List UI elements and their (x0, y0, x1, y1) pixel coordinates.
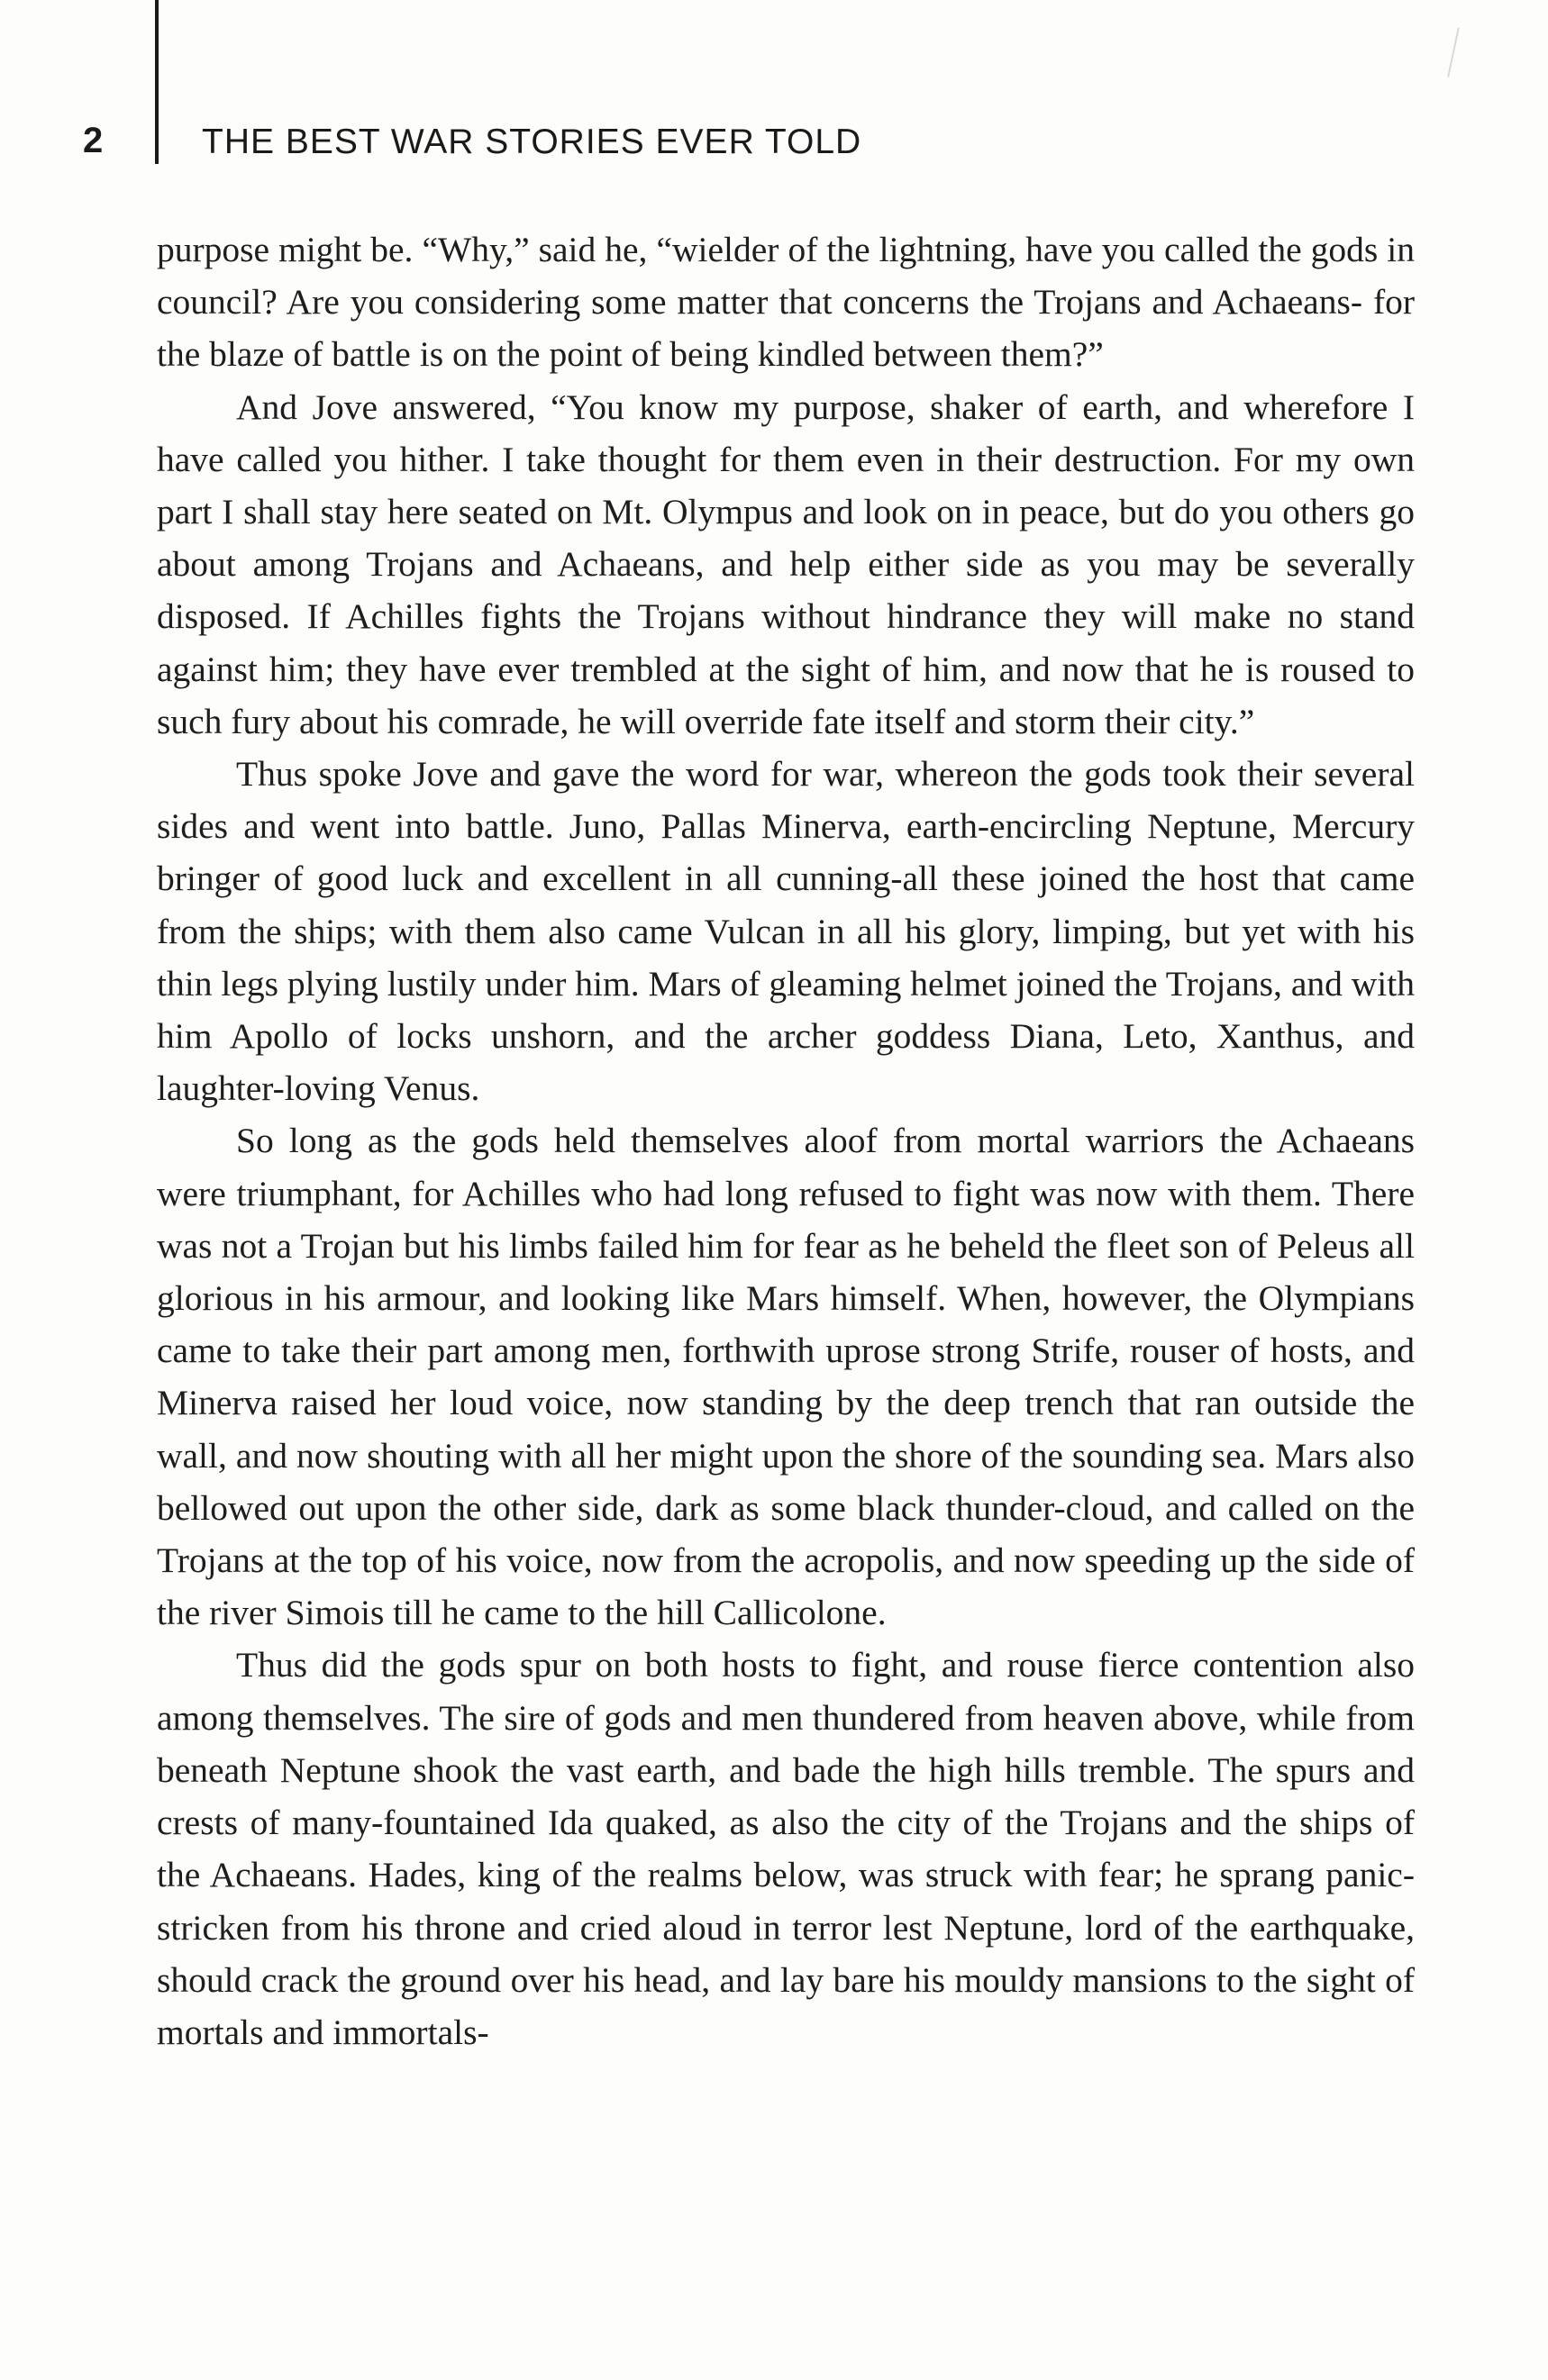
paragraph-2: And Jove answered, “You know my purpose, shaker of earth, and wherefore I have called you hither. I take thought for them even in their destruction. For my own part I shall stay here seated on Mt. Olympus and look on in peace, but do you others go about among Trojans and Achaeans, and help either side as you may be severally disposed. If Achilles fights the Trojans without hindrance they will make no stand against him; they have ever trembled at the sight of him, and now that he is roused to such fury about his comrade, he will override fate itself and storm their city.” (157, 386, 1415, 741)
paragraph-1: purpose might be. “Why,” said he, “wielder of the lightning, have you called the gods in council? Are you considering some matter that concerns the Trojans and Achaeans- for the blaze of battle is on the point of being kindled between them?” (157, 230, 1415, 375)
paragraph-4: So long as the gods held themselves aloof from mortal warriors the Achaeans were triumphant, for Achilles who had long refused to fight was now with them. There was not a Trojan but his limbs failed him for fear as he beheld the fleet son of Peleus all glorious in his armour, and looking like Mars himself. When, however, the Olympians came to take their part among men, forthwith uprose strong Strife, rouser of hosts, and Minerva raised her loud voice, now standing by the deep trench that ran outside the wall, and now shouting with all her might upon the shore of the sounding sea. Mars also bellowed out upon the other side, dark as some black thunder-cloud, and called on the Trojans at the top of his voice, now from the acropolis, and now speeding up the side of the river Simois till he came to the hill Callicolone. (157, 1121, 1415, 1633)
page-number: 2 (83, 121, 104, 160)
header-vertical-rule (155, 0, 159, 164)
paragraph-3: Thus spoke Jove and gave the word for war, whereon the gods took their several sides and went into battle. Juno, Pallas Minerva, earth-encircling Neptune, Mercury bringer of good luck and excellent in all cunning-all these joined the host that came from the ships; with them also came Vulcan in all his glory, limping, but yet with his thin legs plying lustily under him. Mars of gleaming helmet joined the Trojans, and with him Apollo of locks unshorn, and the archer goddess Diana, Leto, Xanthus, and laughter-loving Venus. (157, 754, 1415, 1109)
body-text (157, 223, 1415, 2058)
paragraph-5: Thus did the gods spur on both hosts to fight, and rouse fierce contention also among themselves. The sire of gods and men thundered from heaven above, while from beneath Neptune shook the vast earth, and bade the high hills tremble. The spurs and crests of many-fountained Ida quaked, as also the city of the Trojans and the ships of the Achaeans. Hades, king of the realms below, was struck with fear; he sprang panic-stricken from his throne and cried aloud in terror lest Neptune, lord of the earthquake, should crack the ground over his head, and lay bare his mouldy mansions to the sight of mortals and immortals- (157, 1645, 1415, 2052)
scan-artifact-mark (1447, 27, 1460, 77)
running-head: THE BEST WAR STORIES EVER TOLD (202, 123, 862, 161)
